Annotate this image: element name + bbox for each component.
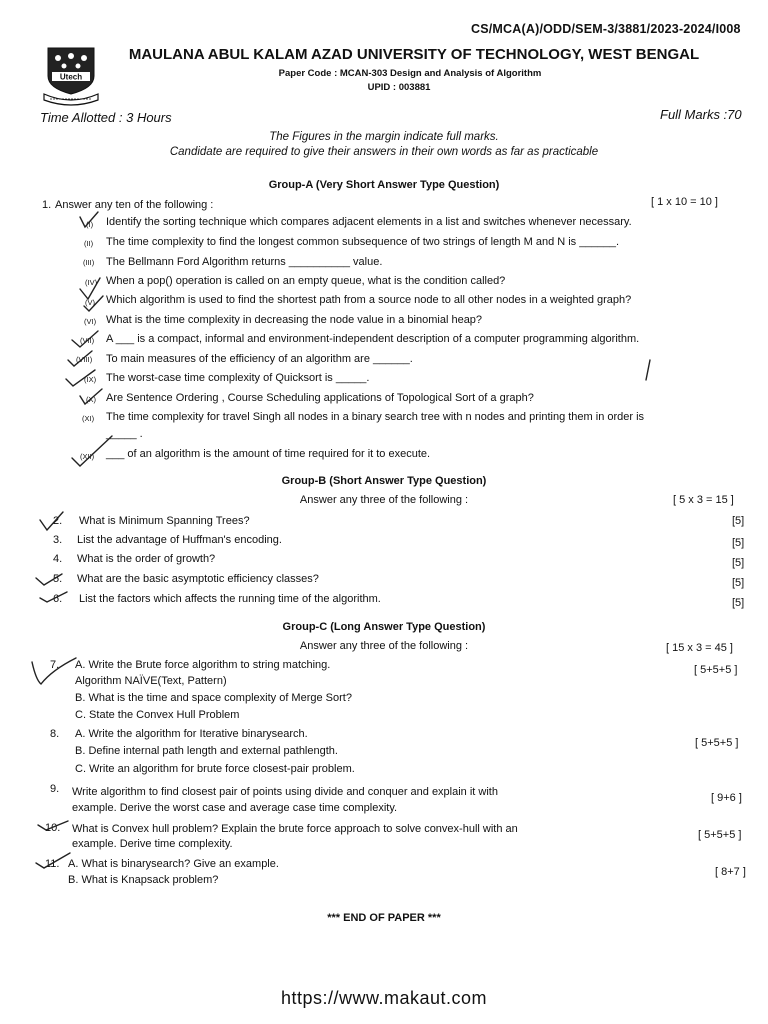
qa-roman-9: (IX)	[84, 375, 97, 384]
qc-marks-8: [ 5+5+5 ]	[695, 737, 739, 749]
qc-number-10: 10.	[45, 822, 61, 834]
qb-marks-4: [5]	[732, 557, 745, 569]
time-allotted: Time Allotted : 3 Hours	[40, 110, 172, 125]
qb-item-5: What are the basic asymptotic efficiency classes?	[77, 573, 319, 585]
qc-marks-7: [ 5+5+5 ]	[694, 664, 738, 676]
upid: UPID : 003881	[367, 82, 431, 93]
qc-10-line-2: example. Derive time complexity.	[72, 838, 233, 850]
qc-11-line-a: A. What is binarysearch? Give an example.	[68, 858, 279, 870]
question-1-number: 1.	[42, 199, 52, 211]
qb-number-6: 6.	[53, 593, 63, 605]
logo-text: Utech	[59, 72, 83, 82]
qb-marks-5: [5]	[732, 577, 745, 589]
qc-8-line-c: C. Write an algorithm for brute force closest-pair problem.	[75, 763, 355, 775]
qa-roman-7: (VII)	[80, 336, 95, 345]
qb-number-3: 3.	[53, 534, 63, 546]
footer-url: https://www.makaut.com	[280, 988, 488, 1008]
qa-roman-3: (III)	[83, 258, 95, 267]
group-c-instruction: Answer any three of the following :	[299, 640, 469, 652]
qb-item-3: List the advantage of Huffman's encoding.	[77, 534, 282, 546]
qa-item-10: Are Sentence Ordering , Course Scheduling applications of Topological Sort of a graph?	[106, 392, 534, 404]
qa-item-8: To main measures of the efficiency of an algorithm are ______.	[106, 353, 413, 365]
qc-8-line-b: B. Define internal path length and external pathlength.	[75, 745, 338, 757]
paper-reference: CS/MCA(A)/ODD/SEM-3/3881/2023-2024/I008	[471, 22, 741, 36]
qc-7-line-algo: Algorithm NAÏVE(Text, Pattern)	[75, 675, 227, 687]
qa-item-5: Which algorithm is used to find the shortest path from a source node to all other nodes in a weighted graph?	[106, 294, 632, 306]
qa-item-4: When a pop() operation is called on an empty queue, what is the condition called?	[106, 275, 506, 287]
group-a-heading: Group-A (Very Short Answer Type Question)	[268, 179, 500, 191]
group-b-heading: Group-B (Short Answer Type Question)	[281, 475, 487, 487]
qa-item-1: Identify the sorting technique which compares adjacent elements in a list and switches whenever necessary.	[106, 216, 632, 228]
qa-roman-12: (XII)	[80, 452, 95, 461]
group-c-heading: Group-C (Long Answer Type Question)	[282, 621, 486, 633]
paper-code: Paper Code : MCAN-303 Design and Analysis of Algorithm	[278, 68, 542, 79]
qc-8-line-a: A. Write the algorithm for Iterative binarysearch.	[75, 728, 308, 740]
qa-item-6: What is the time complexity in decreasing the node value in a binomial heap?	[106, 314, 483, 326]
qc-number-9: 9.	[50, 783, 60, 795]
group-b-marks: [ 5 x 3 = 15 ]	[673, 494, 734, 506]
qa-item-3: The Bellmann Ford Algorithm returns __________ value.	[106, 256, 383, 268]
qb-number-2: 2.	[53, 515, 63, 527]
qb-number-4: 4.	[53, 553, 63, 565]
group-a-instruction: Answer any ten of the following :	[55, 199, 214, 211]
qb-marks-6: [5]	[732, 597, 745, 609]
qb-marks-2: [5]	[732, 515, 745, 527]
qa-item-2: The time complexity to find the longest common subsequence of two strings of length M and N is ______.	[106, 236, 619, 248]
qb-item-2: What is Minimum Spanning Trees?	[79, 515, 250, 527]
qc-7-line-c: C. State the Convex Hull Problem	[75, 709, 240, 721]
qa-item-9: The worst-case time complexity of Quicksort is _____.	[106, 372, 370, 384]
qc-marks-9: [ 9+6 ]	[711, 792, 742, 804]
qb-marks-3: [5]	[732, 537, 745, 549]
university-name: MAULANA ABUL KALAM AZAD UNIVERSITY OF TECHNOLOGY, WEST BENGAL	[128, 46, 700, 63]
group-a-marks: [ 1 x 10 = 10 ]	[651, 196, 718, 208]
qc-9-line-2: example. Derive the worst case and average case time complexity.	[72, 802, 398, 814]
qb-number-5: 5.	[53, 573, 63, 585]
end-of-paper: *** END OF PAPER ***	[327, 912, 441, 924]
qa-item-11-blank: _____ .	[106, 428, 143, 440]
qa-roman-1: (I)	[86, 220, 94, 229]
qc-7-line-a: A. Write the Brute force algorithm to string matching.	[75, 659, 331, 671]
qc-10-line-1: What is Convex hull problem? Explain the brute force approach to solve convex-hull with an	[72, 823, 518, 835]
instruction-note: Candidate are required to give their answers in their own words as far as practicable	[169, 146, 599, 158]
qc-marks-11: [ 8+7 ]	[715, 866, 746, 878]
qb-item-6: List the factors which affects the running time of the algorithm.	[79, 593, 381, 605]
qa-roman-6: (VI)	[84, 317, 97, 326]
qa-roman-2: (II)	[84, 239, 94, 248]
qa-roman-11: (XI)	[82, 414, 95, 423]
qc-number-8: 8.	[50, 728, 60, 740]
qa-roman-10: (X)	[86, 395, 96, 404]
group-b-instruction: Answer any three of the following :	[299, 494, 469, 506]
qa-item-11: The time complexity for travel Singh all nodes in a binary search tree with n nodes and printing them in order is	[106, 411, 645, 423]
qa-item-12: ___ of an algorithm is the amount of time required for it to execute.	[106, 448, 431, 460]
group-c-marks: [ 15 x 3 = 45 ]	[666, 642, 733, 654]
qc-9-line-1: Write algorithm to find closest pair of points using divide and conquer and explain it with	[72, 786, 498, 798]
qa-roman-8: (VIII)	[76, 355, 93, 364]
full-marks: Full Marks :70	[660, 107, 742, 122]
qc-number-7: 7.	[50, 659, 60, 671]
qa-roman-5: (V)	[85, 298, 95, 307]
qa-item-7: A ___ is a compact, informal and environment-independent description of a computer programming algorithm.	[106, 333, 640, 345]
margin-note: The Figures in the margin indicate full marks.	[269, 131, 499, 143]
qc-11-line-b: B. What is Knapsack problem?	[68, 874, 219, 886]
qa-roman-4: (IV)	[85, 278, 98, 287]
qc-7-line-b: B. What is the time and space complexity of Merge Sort?	[75, 692, 352, 704]
qc-number-11: 11.	[45, 858, 60, 870]
qb-item-4: What is the order of growth?	[77, 553, 216, 565]
qc-marks-10: [ 5+5+5 ]	[698, 829, 742, 841]
